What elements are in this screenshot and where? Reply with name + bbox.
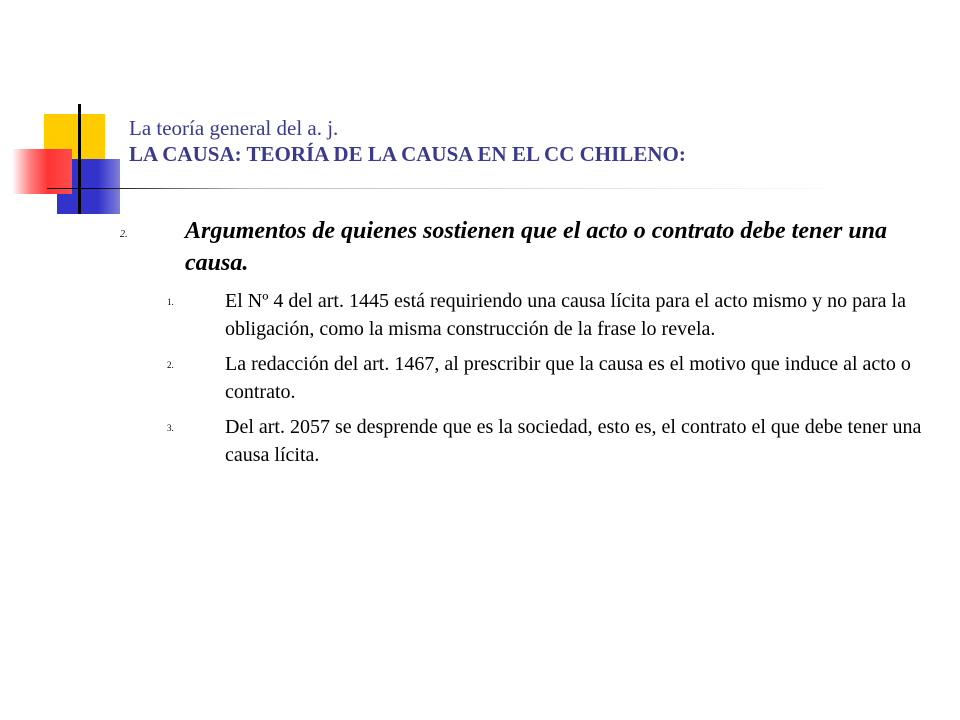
sub-list-item: [120, 287, 930, 343]
sub-list-item: [120, 350, 930, 406]
sub-item-text: Del art. 2057 se desprende que es la sociedad, esto es, el contrato el que debe tener una causa lícita.: [225, 416, 922, 466]
sub-item-text: El Nº 4 del art. 1445 está requiriendo una causa lícita para el acto mismo y no para la obligación, como la misma construcción de la frase lo revela.: [225, 290, 906, 340]
sub-item-number: 2.: [167, 360, 174, 370]
slide-content: [120, 215, 930, 476]
sub-item-text: La redacción del art. 1467, al prescribir que la causa es el motivo que induce al acto o contrato.: [225, 353, 911, 403]
sub-item-number: 1.: [167, 297, 174, 307]
title-line-1: La teoría general del a. j.: [129, 116, 339, 140]
decor-horizontal-line: [47, 188, 860, 189]
slide-title: [129, 115, 889, 167]
main-item-text: Argumentos de quienes sostienen que el acto o contrato debe tener una causa.: [185, 218, 888, 276]
main-item-number: 2.: [120, 229, 128, 240]
sub-list: [120, 287, 930, 469]
main-list-item: [120, 215, 930, 279]
sub-item-number: 3.: [167, 423, 174, 433]
sub-list-item: [120, 413, 930, 469]
decor-vertical-line: [78, 104, 81, 214]
title-line-2: LA CAUSA: TEORÍA DE LA CAUSA EN EL CC CHILENO:: [129, 142, 686, 166]
